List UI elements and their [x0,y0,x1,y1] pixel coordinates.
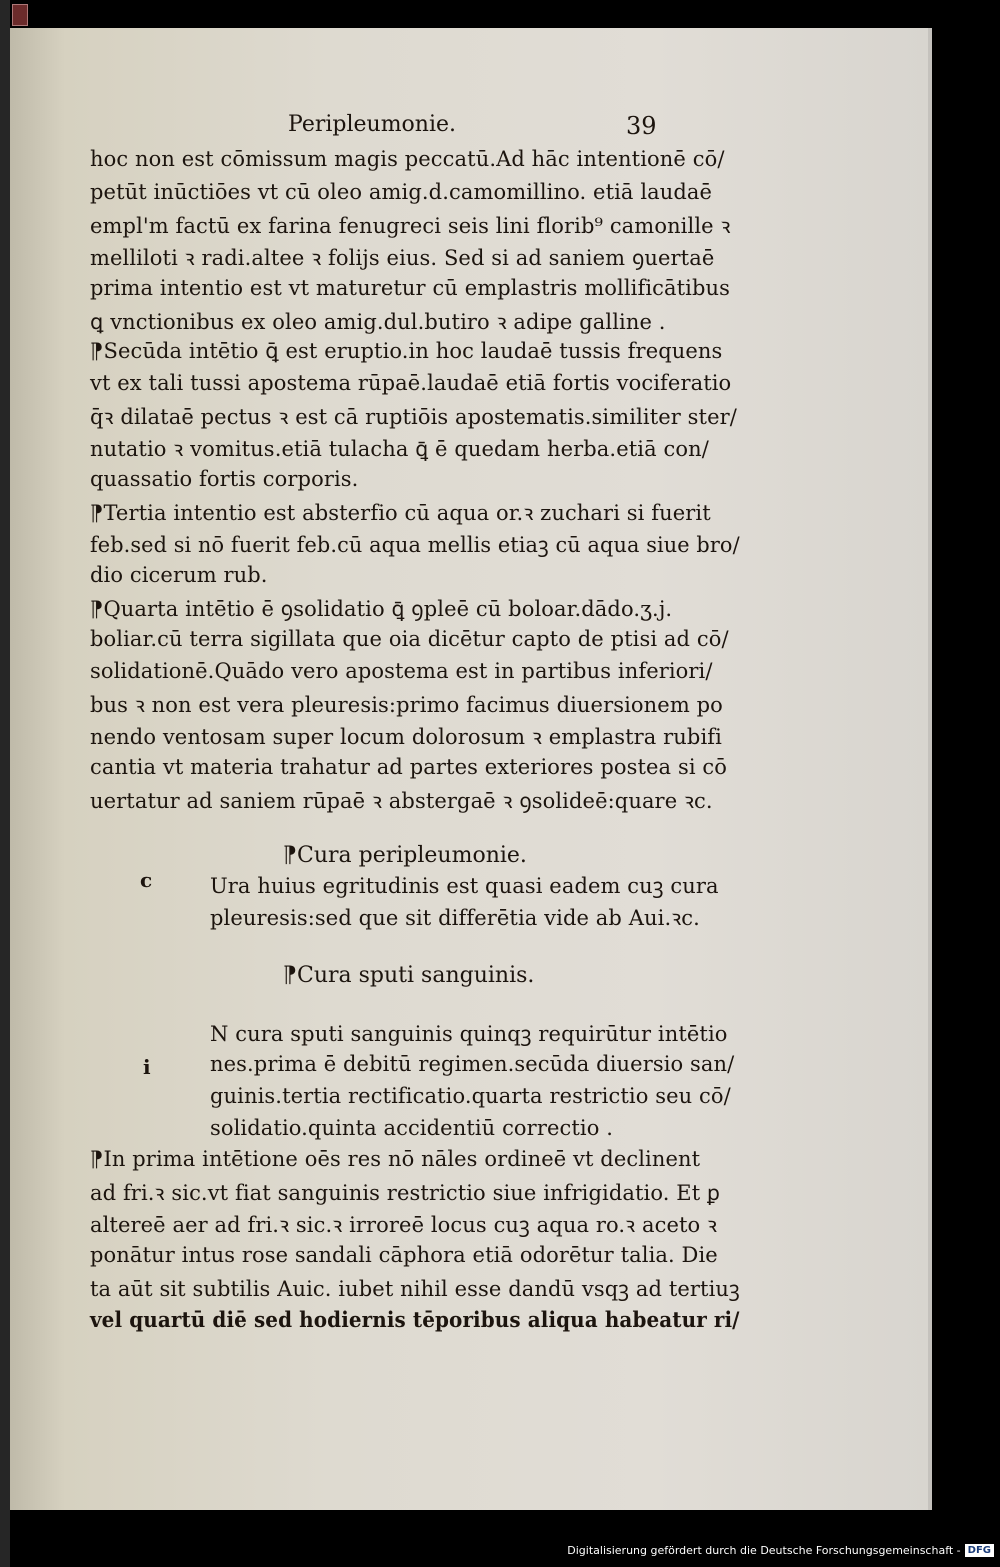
text-line: ⁋In prima intētione oēs res nō nāles ordineē vt declinent [90,1147,701,1171]
text-line: hoc non est cōmissum magis peccatū.Ad hāc intentionē cō/ [90,147,725,171]
text-line: petūt inūctiōes vt cū oleo amig.d.camomillino. etiā laudaē [90,180,713,204]
text-line: ⁋Secūda intētio ꝗ̄ est eruptio.in hoc laudaē tussis frequens [90,339,723,363]
digitization-footer [567,1541,994,1559]
scan-left-edge [0,0,10,1567]
text-line: vel quartū diē sed hodiernis tēporibus aliqua habeatur ri/ [90,1307,740,1332]
section-heading: ⁋Cura sputi sanguinis. [283,963,535,988]
text-line: solidationē.Quādo vero apostema est in partibus inferiori/ [90,659,713,683]
page-number: 39 [626,112,657,140]
text-line: feb.sed si nō fuerit feb.cū aqua mellis etiaꝫ cū aqua siue bro/ [90,533,740,557]
text-line: bus ꝛ non est vera pleuresis:primo facimus diuersionem po [90,693,723,717]
text-line: N cura sputi sanguinis quinqꝫ requirūtur intētio [210,1022,728,1046]
text-line: ta aūt sit subtilis Auic. iubet nihil esse dandū vsqꝫ ad tertiuꝫ [90,1277,740,1301]
text-line: Ura huius egritudinis est quasi eadem cuꝫ cura [210,874,719,898]
text-line: solidatio.quinta accidentiū correctio . [210,1116,613,1140]
running-header-title: Peripleumonie. [288,112,457,137]
text-line: boliar.cū terra sigillata que oia dicētur capto de ptisi ad cō/ [90,627,729,651]
text-line: q̄ꝛ dilataē pectus ꝛ est cā ruptiōis apostematis.similiter ster/ [90,405,737,429]
text-line: guinis.tertia rectificatio.quarta restrictio seu cō/ [210,1084,731,1108]
text-line: prima intentio est vt maturetur cū emplastris mollificātibus [90,276,731,300]
text-line: dio cicerum rub. [90,563,268,587]
initial-letter-guide: i [143,1055,151,1079]
text-line: cantia vt materia trahatur ad partes exteriores postea si cō [90,755,728,779]
text-line: empl'm factū ex farina fenugreci seis lini florib⁹ camonille ꝛ [90,214,731,238]
text-line: ꝗ vnctionibus ex oleo amig.dul.butiro ꝛ adipe galline . [90,310,666,334]
funding-note: Digitalisierung gefördert durch die Deutsche Forschungsgemeinschaft - [567,1543,961,1557]
text-line: ⁋Quarta intētio ē ꝯsolidatio ꝗ̄ ꝯpleē cū boloar.dādo.ʒ.j. [90,597,673,621]
text-line: quassatio fortis corporis. [90,467,359,491]
dfg-logo: DFG [965,1544,994,1557]
text-line: ⁋Tertia intentio est absterfio cū aqua or.ꝛ zuchari si fuerit [90,501,711,525]
text-line: melliloti ꝛ radi.altee ꝛ folijs eius. Sed si ad saniem ꝯuertaē [90,246,715,270]
section-heading: ⁋Cura peripleumonie. [283,843,527,868]
text-line: ad fri.ꝛ sic.vt fiat sanguinis restrictio siue infrigidatio. Et ꝑ [90,1181,721,1205]
text-line: vt ex tali tussi apostema rūpaē.laudaē etiā fortis vociferatio [90,371,732,395]
text-line: uertatur ad saniem rūpaē ꝛ abstergaē ꝛ ꝯsolideē:quare ꝛc. [90,789,713,813]
text-line: altereē aer ad fri.ꝛ sic.ꝛ irroreē locus cuꝫ aqua ro.ꝛ aceto ꝛ [90,1213,718,1237]
text-line: nes.prima ē debitū regimen.secūda diuersio san/ [210,1052,735,1076]
scan-corner-mark [12,4,28,26]
initial-letter-guide: c [140,868,153,892]
text-line: nutatio ꝛ vomitus.etiā tulacha ꝗ̄ ē quedam herba.etiā con/ [90,437,709,461]
text-line: nendo ventosam super locum dolorosum ꝛ emplastra rubifi [90,725,722,749]
text-line: pleuresis:sed que sit differētia vide ab Aui.ꝛc. [210,906,700,930]
text-line: ponātur intus rose sandali cāphora etiā odorētur talia. Die [90,1243,718,1267]
